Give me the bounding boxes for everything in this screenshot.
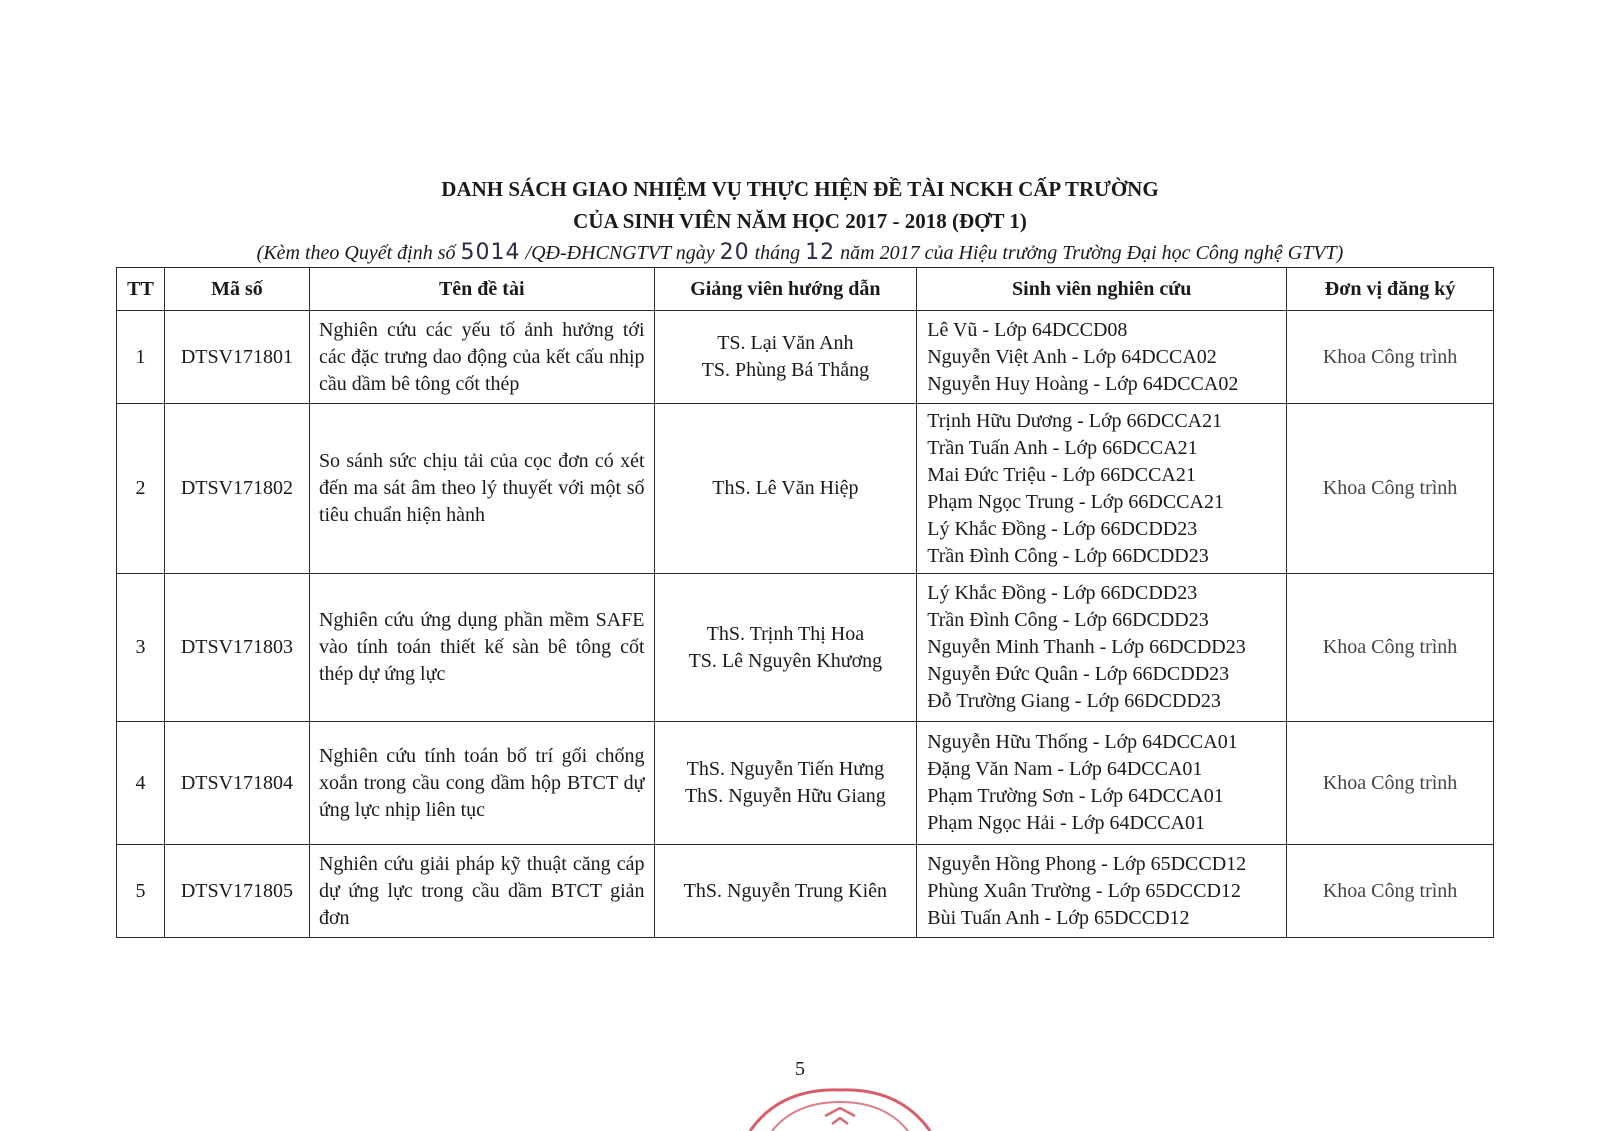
student-entry: Nguyễn Huy Hoàng - Lớp 64DCCA02 xyxy=(927,372,1239,395)
row-number: 1 xyxy=(117,311,165,404)
advisor-name: ThS. Lê Văn Hiệp xyxy=(712,477,859,499)
row-number: 3 xyxy=(117,574,165,722)
advisor-name: TS. Lại Văn Anh xyxy=(717,332,854,354)
decision-number: 5014 xyxy=(460,240,521,265)
seal-star-mark xyxy=(825,1108,855,1124)
student-entry: Nguyễn Hữu Thống - Lớp 64DCCA01 xyxy=(927,731,1238,753)
student-entry: Đặng Văn Nam - Lớp 64DCCA01 xyxy=(927,758,1203,780)
column-header-code: Mã số xyxy=(164,268,309,311)
student-entry: Trần Đình Công - Lớp 66DCDD23 xyxy=(927,609,1209,631)
document-title: DANH SÁCH GIAO NHIỆM VỤ THỰC HIỆN ĐỀ TÀI NCKH CẤP TRƯỜNG xyxy=(441,177,1159,201)
student-entry: Lý Khắc Đồng - Lớp 66DCDD23 xyxy=(927,517,1198,540)
advisor-name: ThS. Trịnh Thị Hoa xyxy=(706,622,865,645)
advisors-cell xyxy=(654,845,917,938)
row-number: 4 xyxy=(117,722,165,845)
subtitle-text: (Kèm theo Quyết định số xyxy=(256,242,456,264)
project-code: DTSV171802 xyxy=(164,404,309,574)
registering-unit: Khoa Công trình xyxy=(1287,845,1494,938)
student-entry: Lê Vũ - Lớp 64DCCD08 xyxy=(927,318,1128,341)
advisor-name: TS. Phùng Bá Thắng xyxy=(701,359,870,381)
student-entry: Nguyễn Đức Quân - Lớp 66DCDD23 xyxy=(927,663,1230,685)
subtitle-text: năm 2017 của Hiệu trưởng Trường Đại học Công nghệ GTVT) xyxy=(840,242,1344,264)
decision-month: 12 xyxy=(805,240,836,265)
project-topic: Nghiên cứu giải pháp kỹ thuật căng cáp dự ứng lực trong cầu dầm BTCT giản đơn xyxy=(309,845,654,938)
student-entry: Bùi Tuấn Anh - Lớp 65DCCD12 xyxy=(927,906,1190,929)
student-entry: Nguyễn Hồng Phong - Lớp 65DCCD12 xyxy=(927,852,1247,875)
project-topic: So sánh sức chịu tải của cọc đơn có xét đến ma sát âm theo lý thuyết với một số tiêu chuẩn hiện hành xyxy=(309,404,654,574)
column-header-unit: Đơn vị đăng ký xyxy=(1287,268,1494,311)
students-cell xyxy=(917,722,1287,845)
students-cell xyxy=(917,311,1287,404)
column-header-topic: Tên đề tài xyxy=(309,268,654,311)
student-entry: Phạm Trường Sơn - Lớp 64DCCA01 xyxy=(927,785,1224,807)
column-header-advisors: Giảng viên hướng dẫn xyxy=(654,268,917,311)
document-subtitle xyxy=(0,240,1600,265)
subtitle-text: tháng xyxy=(754,242,801,264)
advisor-name: TS. Lê Nguyên Khương xyxy=(688,649,883,672)
table-row xyxy=(117,404,1494,574)
table-row xyxy=(117,574,1494,722)
student-entry: Lý Khắc Đồng - Lớp 66DCDD23 xyxy=(927,582,1198,604)
column-header-tt: TT xyxy=(117,268,165,311)
document-title-line2: CỦA SINH VIÊN NĂM HỌC 2017 - 2018 (ĐỢT 1) xyxy=(573,209,1027,233)
advisor-name: ThS. Nguyễn Hữu Giang xyxy=(684,785,886,807)
student-entry: Trần Đình Công - Lớp 66DCDD23 xyxy=(927,544,1209,567)
official-seal-stamp xyxy=(740,1088,940,1131)
table-row xyxy=(117,311,1494,404)
registering-unit: Khoa Công trình xyxy=(1287,404,1494,574)
project-topic: Nghiên cứu tính toán bố trí gối chống xoắn trong cầu cong dầm hộp BTCT dự ứng lực nhịp liên tục xyxy=(309,722,654,845)
student-entry: Nguyễn Minh Thanh - Lớp 66DCDD23 xyxy=(927,636,1246,658)
advisor-name: ThS. Nguyễn Trung Kiên xyxy=(683,879,888,902)
students-cell xyxy=(917,404,1287,574)
project-topic: Nghiên cứu ứng dụng phần mềm SAFE vào tính toán thiết kế sàn bê tông cốt thép dự ứng lực xyxy=(309,574,654,722)
student-entry: Trịnh Hữu Dương - Lớp 66DCCA21 xyxy=(927,409,1223,432)
student-entry: Phạm Ngọc Hải - Lớp 64DCCA01 xyxy=(927,812,1206,834)
decision-day: 20 xyxy=(719,240,750,265)
row-number: 2 xyxy=(117,404,165,574)
project-code: DTSV171801 xyxy=(164,311,309,404)
project-code: DTSV171804 xyxy=(164,722,309,845)
table-header-row xyxy=(117,268,1494,311)
student-entry: Phạm Ngọc Trung - Lớp 66DCCA21 xyxy=(927,490,1224,513)
students-cell xyxy=(917,845,1287,938)
student-entry: Đỗ Trường Giang - Lớp 66DCDD23 xyxy=(927,690,1221,712)
advisors-cell xyxy=(654,574,917,722)
advisors-cell xyxy=(654,311,917,404)
page-number: 5 xyxy=(795,1058,805,1080)
assignment-table xyxy=(116,267,1494,938)
registering-unit: Khoa Công trình xyxy=(1287,574,1494,722)
column-header-students: Sinh viên nghiên cứu xyxy=(917,268,1287,311)
student-entry: Mai Đức Triệu - Lớp 66DCCA21 xyxy=(927,463,1196,486)
project-code: DTSV171803 xyxy=(164,574,309,722)
advisor-name: ThS. Nguyễn Tiến Hưng xyxy=(686,758,885,780)
table-row xyxy=(117,845,1494,938)
table-row xyxy=(117,722,1494,845)
registering-unit: Khoa Công trình xyxy=(1287,311,1494,404)
students-cell xyxy=(917,574,1287,722)
student-entry: Trần Tuấn Anh - Lớp 66DCCA21 xyxy=(927,436,1198,459)
advisors-cell xyxy=(654,722,917,845)
subtitle-text: /QĐ-ĐHCNGTVT ngày xyxy=(525,242,715,264)
project-code: DTSV171805 xyxy=(164,845,309,938)
registering-unit: Khoa Công trình xyxy=(1287,722,1494,845)
advisors-cell xyxy=(654,404,917,574)
row-number: 5 xyxy=(117,845,165,938)
student-entry: Phùng Xuân Trường - Lớp 65DCCD12 xyxy=(927,879,1241,902)
project-topic: Nghiên cứu các yếu tố ảnh hưởng tới các đặc trưng dao động của kết cấu nhịp cầu dầm bê tông cốt thép xyxy=(309,311,654,404)
student-entry: Nguyễn Việt Anh - Lớp 64DCCA02 xyxy=(927,345,1217,368)
